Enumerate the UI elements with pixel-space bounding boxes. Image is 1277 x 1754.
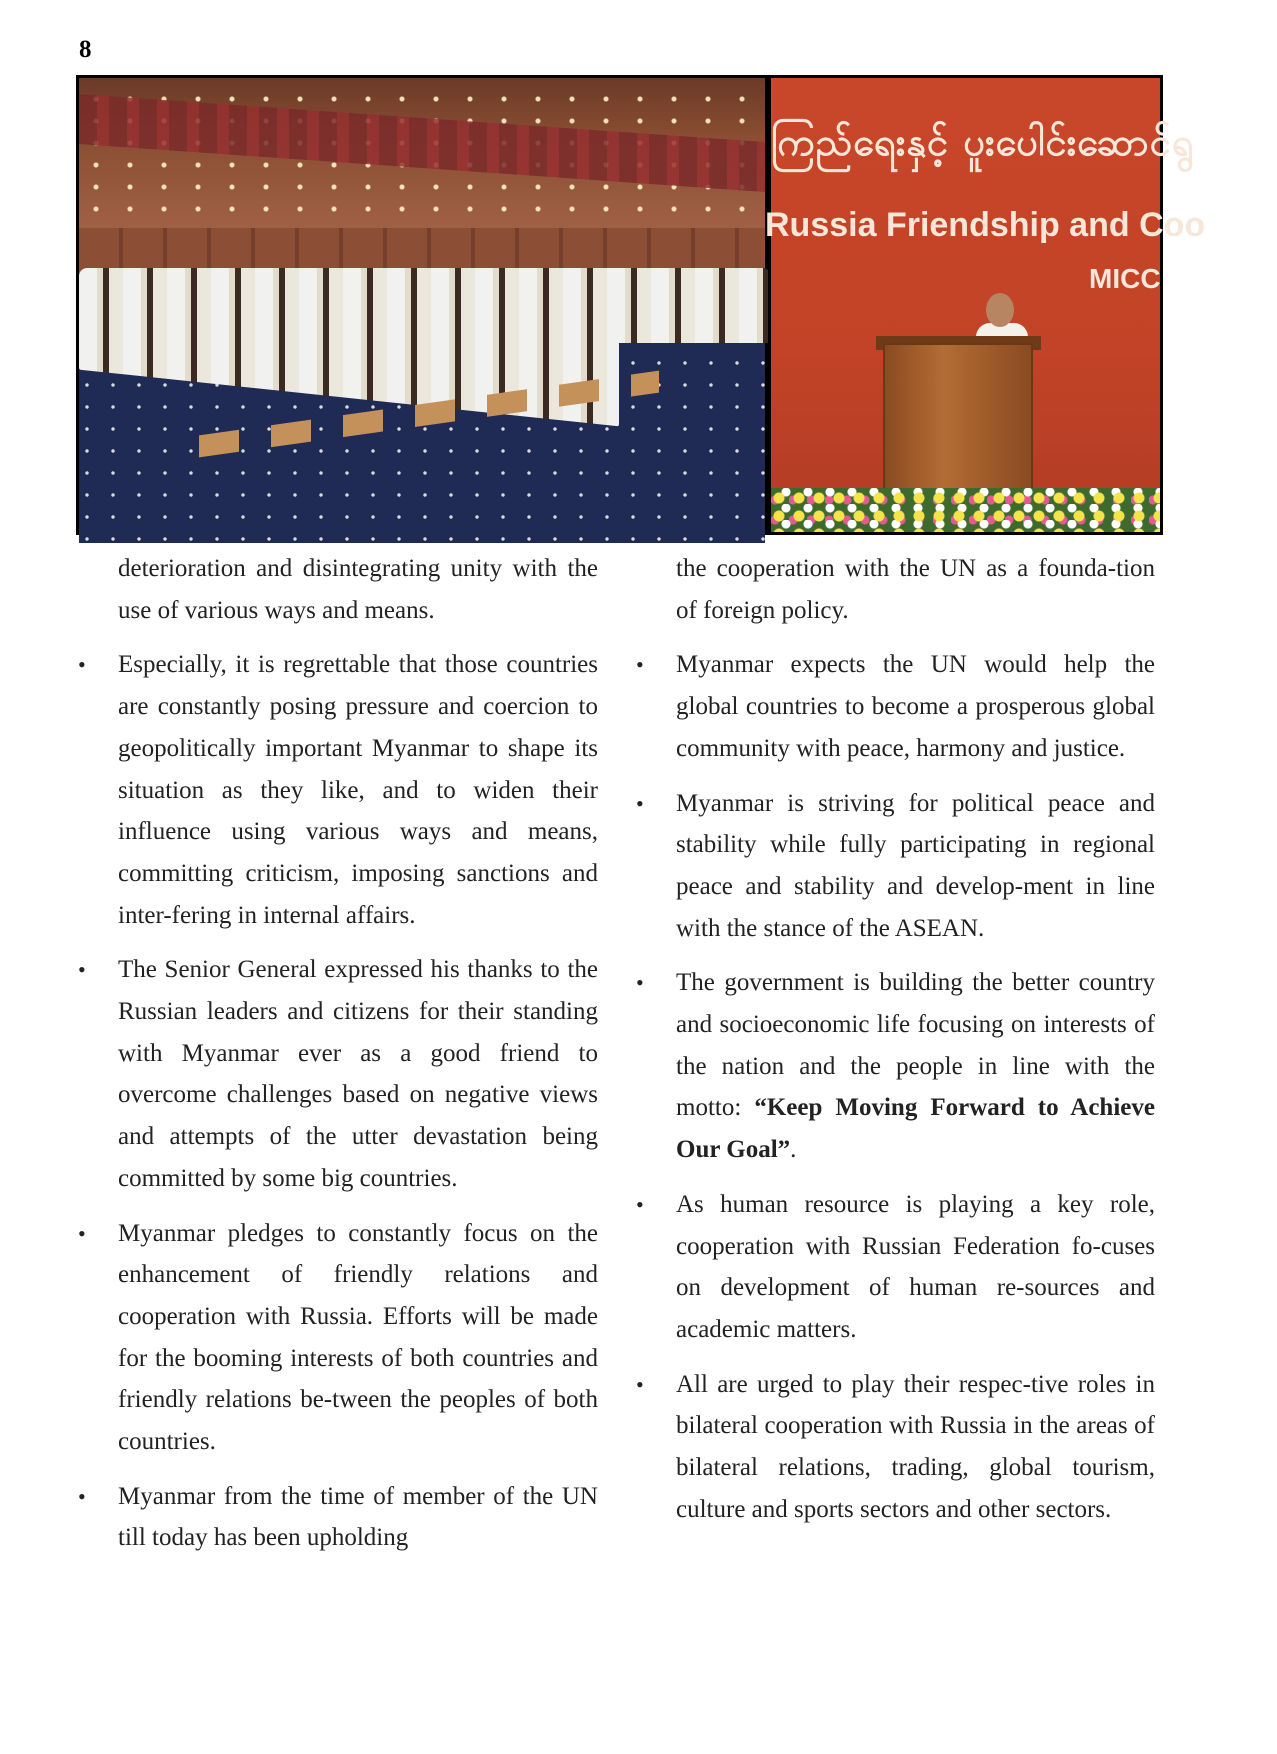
bullet-paragraph: • Myanmar pledges to constantly focus on the enhancement of friendly relations and cooperation with Russia. Efforts will be made for the booming interests of both countries and friendly relations be-tween the peoples of both countries.: [78, 1213, 598, 1463]
bullet-paragraph-motto: [636, 962, 1155, 1171]
bullet-paragraph: • Myanmar expects the UN would help the global countries to become a prosperous global community with peace, harmony and justice.: [636, 644, 1155, 769]
bullet-paragraph: • Myanmar is striving for political peace and stability while fully participating in regional peace and stability and develop-ment in line with the stance of the ASEAN.: [636, 783, 1155, 950]
bullet-paragraph: • Especially, it is regrettable that those countries are constantly posing pressure and coercion to geopolitically important Myanmar to shape its situation as they like, and to widen their influence using various ways and means, committing criticism, imposing sanctions and inter-fering in internal affairs.: [78, 644, 598, 936]
motto-text: “Keep Moving Forward to Achieve Our Goal”: [676, 1094, 1155, 1164]
podium-photo: [765, 75, 1206, 535]
banner-venue-text: MICC: [1089, 263, 1161, 294]
banner-english-text: Russia Friendship and Coo: [765, 206, 1206, 244]
paragraph-continuation: deterioration and disintegrating unity with the use of various ways and means.: [118, 555, 598, 624]
bullet-paragraph: • Myanmar from the time of member of the UN till today has been upholding: [78, 1476, 598, 1559]
motto-lead-text: The government is building the better country and socioeconomic life focusing on interests of the nation and the people in line with the motto:: [676, 969, 1155, 1122]
wooden-podium: [883, 343, 1033, 508]
left-text-column: [78, 548, 598, 1559]
auditorium-photo: [76, 75, 768, 535]
page-number: 8: [79, 36, 92, 63]
right-text-column: [636, 548, 1155, 1530]
paragraph-continuation: the cooperation with the UN as a founda-tion of foreign policy.: [676, 555, 1155, 624]
bullet-paragraph: • The Senior General expressed his thanks to the Russian leaders and citizens for their standing with Myanmar ever as a good friend to overcome challenges based on negative views and attempts of the utter devastation being committed by some big countries.: [78, 949, 598, 1199]
bullet-paragraph: • All are urged to play their respec-tive roles in bilateral cooperation with Russia in the areas of bilateral relations, trading, global tourism, culture and sports sectors and other sectors.: [636, 1364, 1155, 1531]
banner-myanmar-text: ကြည်ရေးနှင့် ပူးပေါင်းဆောင်ရွ: [771, 120, 1195, 164]
motto-end-text: .: [790, 1136, 797, 1164]
speaker-head: [986, 293, 1014, 327]
bullet-paragraph: • As human resource is playing a key role, cooperation with Russian Federation fo-cuses on development of human re-sources and academic matters.: [636, 1184, 1155, 1351]
flower-arrangement: [771, 488, 1160, 532]
